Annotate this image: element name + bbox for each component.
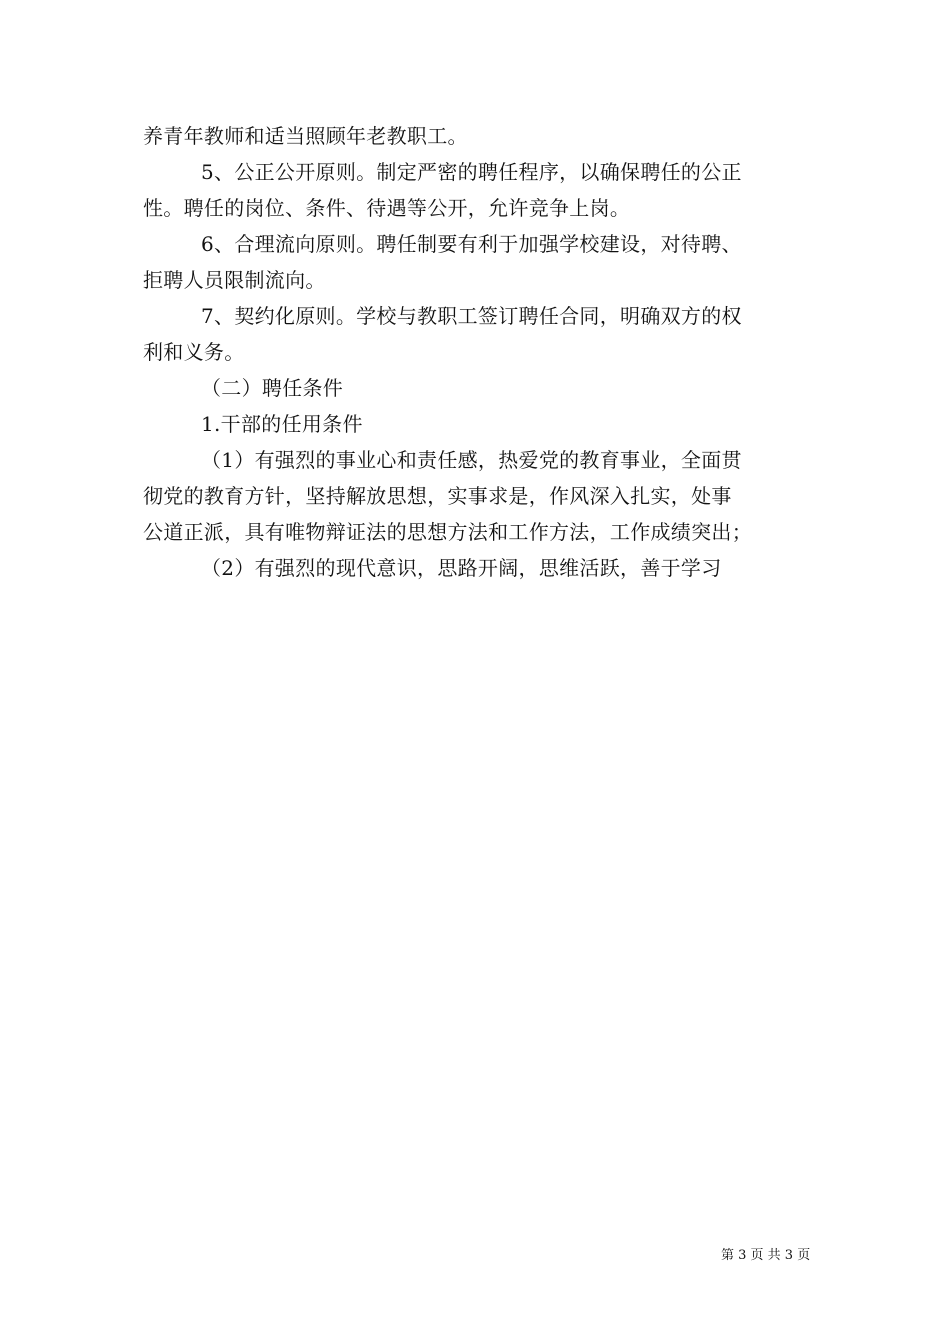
text-line: （2）有强烈的现代意识，思路开阔，思维活跃，善于学习 [201,556,722,580]
document-body [143,118,811,586]
subsection-heading: 1.干部的任用条件 [201,412,363,436]
text-line: 养青年教师和适当照顾年老教职工。 [143,124,468,148]
text-line: 利和义务。 [143,340,245,364]
text-line: 性。聘任的岗位、条件、待遇等公开，允许竞争上岗。 [143,196,631,220]
text-line: 5、公正公开原则。制定严密的聘任程序，以确保聘任的公正 [201,160,742,184]
text-line: （1）有强烈的事业心和责任感，热爱党的教育事业，全面贯 [201,448,742,472]
text-line: 6、合理流向原则。聘任制要有利于加强学校建设，对待聘、 [201,232,742,256]
page-number: 第 3 页 共 3 页 [721,1248,811,1263]
text-line: 7、契约化原则。学校与教职工签订聘任合同，明确双方的权 [201,304,742,328]
text-line: 彻党的教育方针，坚持解放思想，实事求是，作风深入扎实，处事 [143,484,732,508]
text-line: 拒聘人员限制流向。 [143,268,326,292]
text-line: 公道正派，具有唯物辩证法的思想方法和工作方法，工作成绩突出； [143,520,752,544]
section-heading: （二）聘任条件 [201,376,344,400]
